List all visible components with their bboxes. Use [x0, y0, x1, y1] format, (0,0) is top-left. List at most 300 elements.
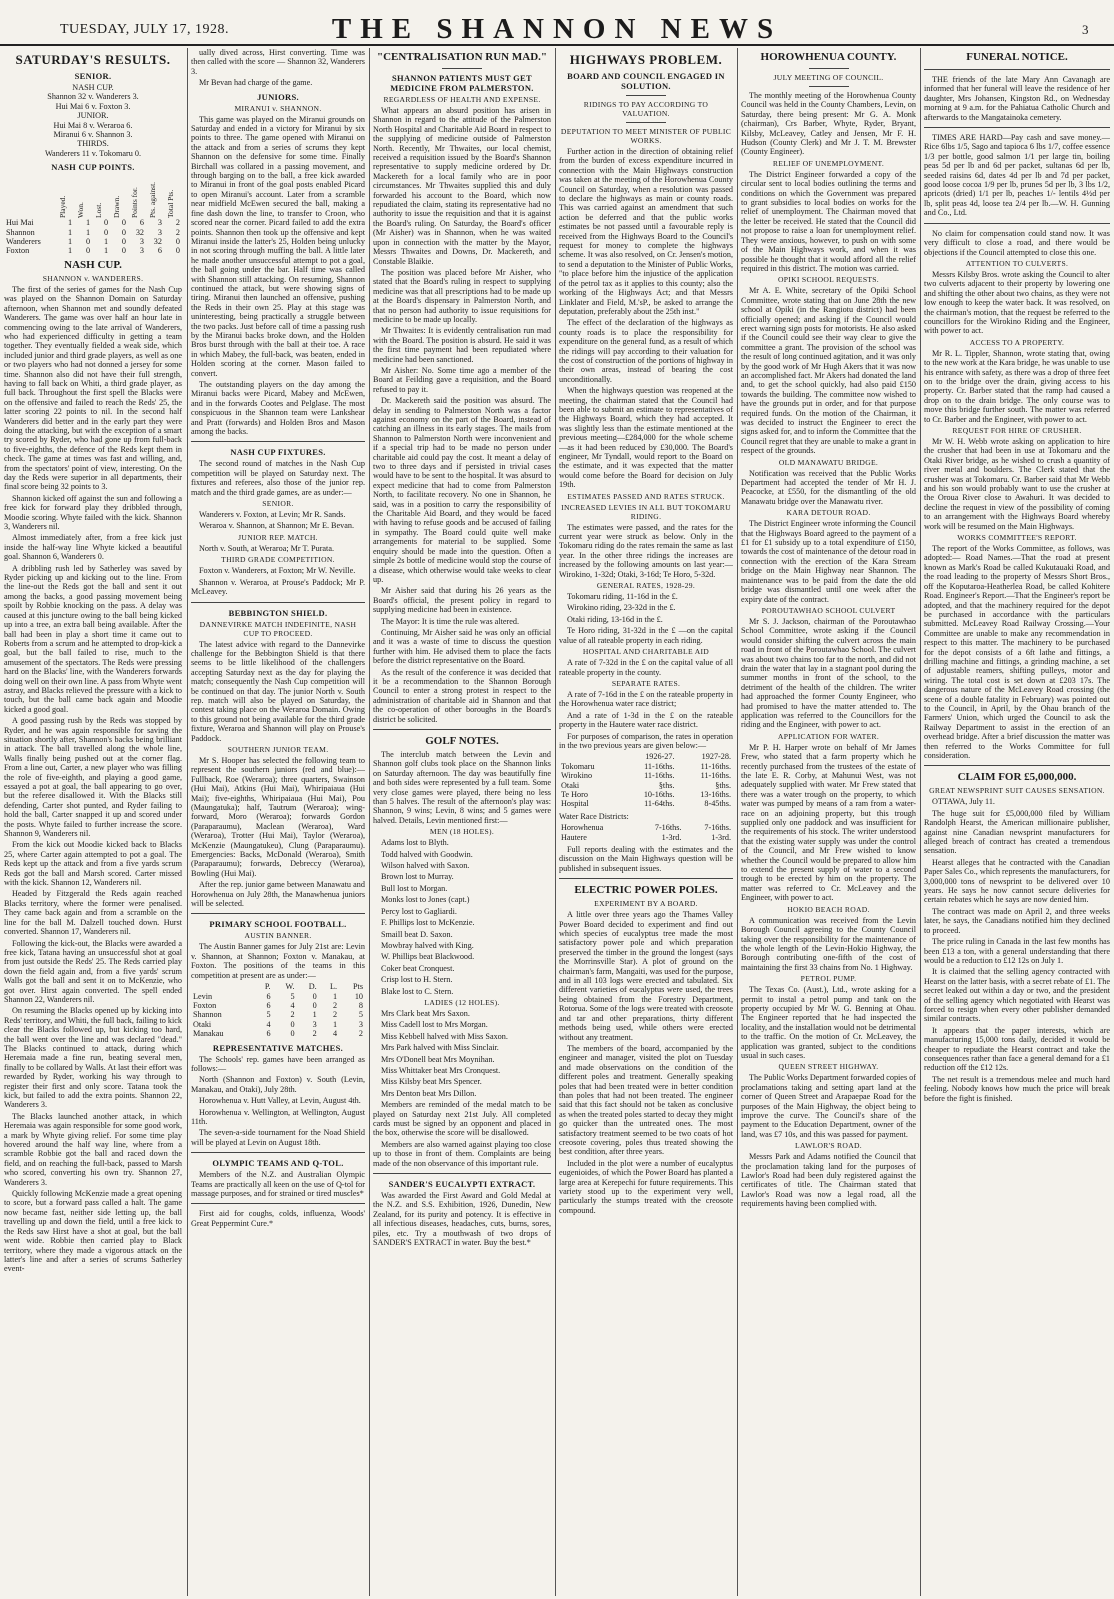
- table-cell: 0: [290, 1019, 295, 1029]
- poles-subheading: EXPERIMENT BY A BOARD.: [594, 899, 698, 909]
- section-heading: LAWLOR'S ROAD.: [795, 1141, 862, 1151]
- paragraph: The Blacks launched another attack, in which Heremaia was again responsible for some good work, a mark by Whyte giving relief. For some time play hovered around the half way line, where from a scramble Robbie got the ball and raced down the field, and on reaching the full-back, passed to Marsh who scored, converting his own try. Shannon 27, Wanderers 3.: [4, 1111, 182, 1187]
- result-line: Miss Whittaker beat Mrs Cronquest.: [381, 1065, 501, 1075]
- match-heading: NASH CUP.: [64, 258, 122, 271]
- rate-line: Tokomaru riding, 11-16d in the £.: [567, 592, 678, 602]
- table-cell: 1: [312, 1010, 317, 1020]
- section-text: Messrs Kilsby Bros. wrote asking the Council to alter two culverts adjacent to their property by lowering one and shifting the other about two chains, as they were not low enough to keep the water back. It was resolved, on the chairman's motion, that the request be referred to the councillors for the Wirokino Riding and the Engineer, with power to act.: [924, 269, 1110, 336]
- section-text: The Public Works Department forwarded copies of proclamations taking and setting apart land at the corner of Queen Street and Arapaepae Road for the purposes of the Main Highway, the object being to improve the curve. The Council's share of the payment to the Education Department, owner of the land, was £7 10s, and this was passed for payment.: [741, 1073, 916, 1139]
- table-cell: 5: [358, 1010, 363, 1020]
- result-line: Wilson halved with Saxon.: [381, 861, 470, 871]
- table-cell: Horowhenua: [561, 823, 604, 833]
- council-sections-continued: [924, 259, 1110, 761]
- table-header-cell: [191, 982, 255, 991]
- woods-advert: First aid for coughs, colds, influenza, Woods' Great Peppermint Cure.*: [191, 1209, 365, 1228]
- column-rule: [187, 48, 188, 1596]
- table-header-cell: Pts: [352, 982, 363, 992]
- article-subheading: SHANNON PATIENTS MUST GET MEDICINE FROM PALMERSTON.: [390, 73, 534, 93]
- table-row: [559, 799, 733, 808]
- issue-date: TUESDAY, JULY 17, 1928.: [60, 22, 230, 37]
- section-heading: KARA DETOUR ROAD.: [786, 508, 871, 518]
- primary-heading: PRIMARY SCHOOL FOOTBALL.: [209, 919, 347, 930]
- column-rule: [920, 48, 921, 1596]
- paragraph: It appears that the paper interests, which are manufacturing 15,000 tons daily, decided it would be cheaper to repudiate the Hearst contract and take the consequences rather than face a general demand for a £1 reduction off the £12 12s.: [924, 1025, 1110, 1073]
- table-cell: 6: [266, 991, 271, 1001]
- result-line: Smaill beat D. Saxon.: [381, 929, 453, 939]
- table-cell: 1: [67, 227, 73, 237]
- paragraph: Hearst alleges that he contracted with the Canadian Paper Sales Co., which represents the manufacturers, for 3,000,000 tons of newsprint to be delivered over 10 years. He says he now cannot secure deliveries for certain rebates which he says are now denied him.: [924, 857, 1110, 905]
- funeral-notice: THE friends of the late Mary Ann Cavanagh are informed that her funeral will leave the residence of her daughter, Mrs Johansen, Kingston Rd., on Wednesday morning at 9 a.m. for the Pahiatua Catholic Church and afterwards to the Mangatainoka cemetery.: [924, 75, 1110, 122]
- section-heading: WORKS COMMITTEE'S REPORT.: [957, 533, 1077, 543]
- page-number: 3: [1082, 22, 1089, 37]
- masthead: [0, 0, 1114, 46]
- table-cell: Hui Mai: [6, 218, 34, 228]
- table-row: [559, 823, 733, 832]
- table-cell: Te Horo: [561, 789, 588, 799]
- table-cell: 3: [139, 237, 144, 247]
- result-line: Crisp lost to H. Stern.: [381, 975, 453, 985]
- table-row: [191, 1020, 365, 1029]
- column-rule: [369, 48, 370, 1596]
- paragraph: This game was played on the Miranui grounds on Saturday and ended in a victory for Miranui by six points to three. The game opened with Miranui on the attack and from a series of scrums they kept Shannon on the defensive for some time. Finally Birchall was collared in a passing movement, and through barging on to the ball, a free kick awarded to Miranui in front of the goal posts enabled Picard to open Miranui's account. Later from a scramble near midfield McEwen secured the ball, making a fine dash down the line, to transfer to Croon, who scored near the corner. Picard failed to add the extra points. Shannon then took up the offensive and kept Miranui inside the latter's 25, Holden being unlucky in not scoring through muffing the ball. A little later he made another unsuccessful attempt to pot a goal, the ball going under the bar. Half time was called with Shannon still attacking. On resuming, Shannon continued the attack, but were showing signs of tiring. Miranui then launched an offensive, pushing the Reds in their own 25. Play at this stage was uninteresting, being practically a struggle between the two packs. Just before call of time a passing rush by the Miranui backs broke down, and the Holden Bros burst through with the ball at their toe. A race in which Mabey, the full-back, was beaten, ended in Holden scoring at the corner. Mason failed to convert.: [191, 114, 365, 378]
- paragraph: The Schools' rep. games have been arranged as follows:—: [191, 1054, 365, 1073]
- article-subheading-2: RIDINGS TO PAY ACCORDING TO VALUATION.: [583, 100, 709, 118]
- council-sections: [741, 159, 916, 1209]
- rate-line: Otaki riding, 13-16d in the £.: [567, 614, 663, 624]
- paragraph: Further action in the direction of obtaining relief from the burden of excess expenditure incurred in connection with the Main Highways construction was taken at the meeting of the Horowhenua County Council on Saturday, when a resolution was passed to declare the highways as main or county roads. This was carried against an amendment that such action be deferred and that the public works estimates be not passed until a favourable reply is received from the Highways Board to the Council's request for money to complete the highways scheme. It was also resolved, on Cr. Jensen's motion, to send a deputation to the Minister of Public Works, "to place before him the injustice of the application of the petrol tax as it applies to this county; also the working of the Highways Act; and that Messrs Linklater and Field, M.'sP., be asked to arrange the deputation, preferably about the 25th inst.": [559, 147, 733, 316]
- paragraph: On resuming the Blacks opened up by kicking into Reds' territory, and Whiti, the full back, failing to kick clear the Blacks followed up, but kicking too hard, the ball went over the line and was declared "dead." The Blacks continued to attack, during which Heremaia made a fine run, beating several men, finally to be collared by Walls. At last their effort was rewarded by Ryder, working his way through to register their first and only score. Tatana took the kick, but failed to add the extra points. Shannon 22, Wanderers 3.: [4, 1006, 182, 1110]
- section-heading: ACCESS TO A PROPERTY.: [969, 337, 1065, 347]
- austin-heading: AUSTIN BANNER.: [244, 931, 312, 941]
- water-race-rows: [559, 823, 733, 842]
- table-cell: 11-16ths.: [700, 771, 731, 781]
- paragraph: The members of the board, accompanied by the engineer and manager, visited the plot on Tuesday and made observations on the condition of the different poles and treatment. Generally speaking poles that had been treated were in better condition than poles that had not been treated. The engineer said that this fact should not be taken as conclusive as when the treated poles started to decay they might go quicker than the untreated ones. The most satisfactory treatment seemed to be two coats of hot creosote covering, poles thus treated showing the best condition, after three years.: [559, 1043, 733, 1157]
- paragraph: Continuing, Mr Aisher said he was only an official and it was a waste of time to discuss the question further with him. He advised them to place the facts before the district representative on the Board.: [373, 627, 551, 666]
- result-line: Mowbray halved with King.: [381, 940, 474, 950]
- table-cell: 0: [121, 246, 127, 256]
- section-heading: HOKIO BEACH ROAD.: [787, 904, 870, 914]
- result-line: F. Phillips lost to McKenzie.: [381, 918, 475, 928]
- column-sport-results: [4, 48, 182, 1596]
- water-race-label: Water Race Districts:: [559, 811, 629, 821]
- ladies-results: [373, 1009, 551, 1098]
- points-col-header: Total Pts.: [165, 190, 175, 219]
- juniors-report: [191, 115, 365, 437]
- paragraph: The effect of the declaration of the highways as county roads is to place the responsibility for expenditure on the general fund, as a result of which the ridings will pay according to their valuation for the cost of construction of the portions of highway in their own areas, instead of bearing the cost unconditionally.: [559, 318, 733, 384]
- paragraph: What appears an absurd position has arisen in Shannon in regard to the attitude of the Palmerston North Hospital and Charitable Aid Board in respect to the supplying of medicine outside of Palmerston North. Recently, Mr Thwaites, our local chemist, received a requisition issued by the Board's Shannon representative to supply medicine ordered by Dr. Mackereth for a local family who are in poor circumstances. Mr Thwaites supplied this and duly forwarded his account to the Board, which now repudiated the claim, stating its representative had no authority to issue the requisition and that it is against the Board's ruling. On Saturday, the Board's officer (Mr Aisher) was in Shannon, when he was waited upon in connection with the matter by the Mayor, Messrs Thwaites and Downs, Dr. Mackereth, and Constable Blaikie.: [373, 106, 551, 266]
- divider: [191, 1152, 365, 1153]
- table-cell: 1: [67, 246, 73, 256]
- points-table: [4, 174, 182, 256]
- result-line: JUNIOR.: [77, 111, 109, 121]
- rates-table: [559, 752, 733, 808]
- table-header-cell: [559, 752, 620, 761]
- table-cell: Shannon: [6, 227, 35, 237]
- estimates-heading: ESTIMATES PASSED AND RATES STRUCK.: [567, 491, 725, 501]
- general-rates-heading: GENERAL RATES, 1928-29.: [596, 581, 696, 591]
- table-cell: 0: [175, 246, 180, 256]
- table-cell: 0: [175, 237, 180, 247]
- table-cell: 6: [139, 218, 144, 228]
- general-rates-list: [559, 592, 733, 645]
- table-row: [559, 771, 733, 780]
- divider: [924, 223, 1110, 224]
- table-header-cell: 1927-28.: [701, 752, 731, 762]
- sanders-advert: Was awarded the First Award and Gold Medal at the N.Z. and S.S. Exhibition, 1926, Dunedin, New Zealand, for its purity and potency. It is effective in all infectious diseases, headaches, cuts, burns, sores, piles, etc. Try a mouthwash of two drops of SANDER'S EXTRACT in water. Buy the best.*: [373, 1191, 551, 1248]
- table-cell: 32: [135, 227, 144, 237]
- article-subheading-3: DEPUTATION TO MEET MINISTER OF PUBLIC WORKS.: [560, 127, 732, 145]
- table-cell: 10: [354, 991, 363, 1001]
- poles-body: [559, 910, 733, 1215]
- paragraph: A little over three years ago the Thames Valley Power Board decided to experiment and find out which species of eucalyptus tree made the most satisfactory power pole and which preparation preserved the timber in the ground the longest (says the Morrinsville Star). A plot of ground on the chairman's farm, Mangaiti, was used for the purpose, and in all 103 logs were erected and tabulated. Six different varieties of eucalyptus were used, the trees being obtained from the Forestry Department, Rotorua. Some of the logs were treated with creosote and tar and other preparations, thirty different methods being used, while others were erected without any treatment.: [559, 910, 733, 1042]
- section-heading: ATTENTION TO CULVERTS.: [965, 258, 1069, 268]
- nash-cup-label: NASH CUP.: [72, 83, 114, 92]
- section-text: Notification was received that the Public Works Department had accepted the tender of Mr H. J. Peacocke, at £550, for the dismantling of the old Manawatu bridge over the Manawatu river.: [741, 468, 916, 506]
- table-cell: 13-16ths.: [700, 789, 731, 799]
- paragraph: Quickly following McKenzie made a great opening to score, but a forward pass called a halt. The game now became fast, neither side letting up, the ball travelling up and down the field, until a free kick to the Reds saw Hirst have a shot at goal, but the ball went wide. Robbie then carried play to Black territory, where they made a vigorous attack on the latter's line and after a series of scrums Satherley event-: [4, 1189, 182, 1274]
- table-cell: 0: [121, 237, 127, 247]
- paragraph: The estimates were passed, and the rates for the current year were struck as below. Only in the Tokomaru riding do the rates remain the same as last year. In the other three ridings the increases are increased by the following amounts on last year:—Wirokino, 1-32d; Otaki, 3-16d; Te Horo, 5-32d.: [559, 522, 733, 579]
- table-cell: 3: [358, 1019, 363, 1029]
- section-text: The report of the Works Committee, as follows, was adopted:— Road Names.—That the road at present known as Mark's Road be called Kukutauaki Road, and the road leading to the property of Messrs Short Bros., off the Koputaroa-Heatherlea Road, be called Kohitere Road. Engineer's Report.—That the Engineer's report be adopted, and that the machinery required for the depot be purchased in accordance with the particulars submitted. McLeavey Road Railway Crossing.—Your Committee are unable to make any recommendation in respect to this matter. The machinery to be purchased for the depot consists of a 6ft lathe and fittings, a drilling machine and fittings, a grinding machine, a set of adjustable reamers, shifting pulleys, motor and wiring. The total cost is set down at £203 17s. The dangerous nature of the McLeavey Road crossing (the scene of a double fatality in February) was pointed out to the Council, in April, by the Ohau branch of the Farmers' Union, which urged the Council to ask the Railway Department to assist in the erection of an overhead bridge. After a brief discussion the matter was then referred to the Works Committee for full consideration.: [924, 544, 1110, 760]
- article-subheading: BOARD AND COUNCIL ENGAGED IN SOLUTION.: [567, 71, 725, 91]
- article-body: [373, 106, 551, 724]
- table-cell: 2: [333, 1010, 338, 1020]
- table-cell: 1: [333, 991, 338, 1001]
- table-cell: 7-16ths.: [704, 823, 731, 833]
- table-cell: Wanderers: [6, 237, 41, 247]
- rep-matches-list: [191, 1055, 365, 1148]
- table-cell: 1: [103, 237, 109, 247]
- paragraph: No claim for compensation could stand now. It was very difficult to close a road, and there would be objections if the Council attempted to close this one.: [924, 228, 1110, 257]
- senior-label: SENIOR.: [262, 499, 294, 509]
- paragraph: The outstanding players on the day among the Miranui backs were Picard, Mabey and McEwen, and in the forwards Cootes and Pelglase. The most conspicuous in the Shannon team were Lankshear and Pratt (forwards) and Holden Bros and Mason among the backs.: [191, 380, 365, 437]
- table-cell: 1: [85, 218, 91, 228]
- divider: [191, 913, 365, 914]
- result-line: Mrs Park halved with Miss Sinclair.: [381, 1043, 499, 1053]
- results-list: [4, 92, 182, 158]
- paragraph: As the result of the conference it was decided that it be a recommendation to the Shannon Borough Council to enter a strong protest in respect to the administration of charitable aid in Shannon and that the co-operation of other boroughs in the Board's district be solicited.: [373, 667, 551, 724]
- newspaper-title: THE SHANNON NEWS: [331, 13, 783, 45]
- claim-subheading: GREAT NEWSPRINT SUIT CAUSES SENSATION.: [929, 786, 1105, 796]
- rep-note: After the rep. junior game between Manawatu and Horowhenua on July 28th, the Manawhenua juniors will be selected.: [191, 880, 365, 909]
- results-heading: SATURDAY'S RESULTS.: [15, 52, 171, 67]
- points-heading: NASH CUP POINTS.: [51, 162, 135, 173]
- table-row: [559, 833, 733, 842]
- table-cell: Tokomaru: [561, 761, 595, 771]
- table-cell: 5: [266, 1010, 271, 1020]
- table-cell: Otaki: [561, 780, 580, 790]
- paragraph: The first of the series of games for the Nash Cup was played on the Shannon Domain on Saturday afternoon, when Shannon met and soundly defeated Wanderers. The game was over half an hour late in commencing owing to the late arrival of Wanderers, who had experienced difficulty in getting a team together. They eventually fielded a weak side, which included junior and third grade players, as well as one or two players who had not donned a jersey for some time. Shannon also did not have their full strength, having to fall back on Whiti, a third grade player, as full back. Throughout the first spell the Blacks were on the offensive and failed to reach the Reds' 25, the latter scoring 22 points to nil. In the second half Wanderers did better and in the early part they were doing the attacking, but with the exception of a smart try scored by Ryder, who had gone up from full-back to five-eighths, the defence of the Reds kept them in check. The game at times was fast and willing, and, from the spectators' point of view, interesting. On the day the Reds were superior in all departments, their final score being 32 points to 3.: [4, 284, 182, 492]
- result-line: Mrs Clark beat Mrs Saxon.: [381, 1008, 470, 1018]
- paragraph: Members are also warned against playing too close up to those in front of them. Complaints are being made of the non observance of this important rule.: [373, 1139, 551, 1168]
- divider: [191, 602, 365, 603]
- table-row: [559, 781, 733, 790]
- table-row: [191, 1010, 365, 1019]
- paragraph: Included in the plot were a number of eucalyptus eugenioides, of which the Power Board has planted a large area at Kerepechi for future requirements. This variety stood up to the experiment very well, particularly the stumps treated with the creosote compound.: [559, 1158, 733, 1215]
- paragraph: And a rate of 1-3d in the £ on the rateable property in the Hautere water race district.: [559, 710, 733, 730]
- table-cell: 0: [121, 218, 127, 228]
- divider: [559, 878, 733, 879]
- table-cell: §ths.: [658, 780, 675, 790]
- result-line: Miss Kilsby beat Mrs Spencer.: [381, 1077, 482, 1087]
- fixtures-heading: NASH CUP FIXTURES.: [230, 447, 326, 458]
- section-text: Mr P. H. Harper wrote on behalf of Mr James Frew, who stated that a farm property which he recently purchased from the trustees of the estate of the late E. R. Corby, at Mahunui West, was not adequately supplied with water. Mr Frew stated that there was a water trough on the property, to which water was pumped by means of a ram from a water-race on an adjoining property, but this trough supplied only one paddock and was insufficient for the requirements of his stock. The writer understood that the existing water supply was under the control of the Council, and Mr Frew wished to know whether the Council would be prepared to allow him to extend the present supply of water to a second trough to be erected by him on the property. The matter was referred to Cr. McLeavey and the Engineer, with power to act.: [741, 742, 916, 903]
- table-cell: 10-16ths.: [643, 789, 675, 799]
- men-heading: MEN (18 HOLES).: [429, 827, 495, 837]
- result-line: Miranui 6 v. Shannon 3.: [53, 130, 133, 140]
- paragraph: Mr Aisher said that during his 26 years as the Board's official, the present policy in regard to supplying medicine had been in existence.: [373, 586, 551, 615]
- table-cell: Hautere: [561, 832, 587, 842]
- table-row: [191, 1001, 365, 1010]
- table-cell: 7-16ths.: [654, 823, 682, 833]
- points-col-header: Drawn.: [112, 195, 122, 219]
- result-line: Coker beat Cronquest.: [381, 963, 455, 973]
- article-heading: HOROWHENUA COUNTY.: [760, 51, 897, 63]
- section-heading: QUEEN STREET HIGHWAY.: [778, 1062, 879, 1072]
- fixture-line: Wanderers v. Foxton, at Levin; Mr R. Sands.: [199, 510, 346, 520]
- fixture-line: Foxton v. Wanderers, at Foxton; Mr W. Neville.: [199, 566, 356, 576]
- poles-heading: ELECTRIC POWER POLES.: [574, 884, 718, 897]
- water-race-table: [559, 823, 733, 842]
- table-cell: 2: [175, 218, 180, 228]
- junior-rep-text: North v. South, at Weraroa; Mr T. Purata.: [199, 543, 335, 553]
- table-cell: 0: [290, 1029, 295, 1039]
- result-line: Brown lost to Murray.: [381, 872, 454, 882]
- table-cell: 3: [157, 227, 162, 237]
- table-cell: 1: [333, 1019, 338, 1029]
- bebbington-report: [191, 640, 365, 743]
- table-cell: 11-16ths.: [644, 761, 675, 771]
- points-col-header: Pts. against.: [148, 182, 157, 219]
- table-cell: 4: [290, 1000, 295, 1010]
- table-cell: 1: [67, 218, 73, 228]
- rates-tail: Full reports dealing with the estimates and the discussion on the Main Highways question will be published in subsequent issues.: [559, 845, 733, 873]
- paragraph: The interclub match between the Levin and Shannon golf clubs took place on the Shannon links on Saturday afternoon. The day was beautifully fine and both sides were represented by a full team. Some very close games were played, there being no less than 5 halves. The result of the afternoon's play was: Shannon, 9 wins; Levin, 8 wins; and 5 games were halved. Details, Levin mentioned first:—: [373, 750, 551, 825]
- result-line: Monks lost to Jones (capt.): [381, 895, 470, 905]
- paragraph: Shannon kicked off against the sun and following a free kick for forward play they dribbled through, Moodie scoring. Whyte failed with the kick. Shannon 3, Wanderers nil.: [4, 493, 182, 532]
- paragraph: The latest advice with regard to the Dannevirke challenge for the Bebbington Shield is that there seems to be little likelihood of the challengers accepting Saturday next as the day for playing the match; consequently the Nash Cup competition will be continued on that day. The junior North v. South rep. match will also be played on Saturday, the contest taking place on the Weraroa Domain. Owing to this ground not being available for the third grade fixture, Weraroa and Shannon will play on Prouse's Paddock.: [191, 639, 365, 743]
- table-header-cell: D.: [308, 982, 317, 992]
- juniors-subheading: MIRANUI v. SHANNON.: [234, 103, 322, 113]
- divider: [924, 127, 1110, 128]
- paragraph: Mr Bevan had charge of the game.: [199, 78, 313, 88]
- section-text: A communication was received from the Levin Borough Council agreeing to the County Council taking over the responsibility for the maintenance of the whole length of the Levin-Hokio Highway, the Borough contributing one-fifth of the cost of maintaining the first 33 chains from No. 1 Highway.: [741, 915, 916, 972]
- table-cell: 1: [103, 246, 109, 256]
- levies-body: [559, 523, 733, 579]
- paragraph: OTTAWA, July 11.: [932, 797, 995, 807]
- points-col-header: Lost.: [94, 203, 104, 219]
- table-cell: 2: [175, 227, 180, 237]
- divider: [191, 441, 365, 442]
- levies-heading: INCREASED LEVIES IN ALL BUT TOKOMARU RIDING.: [561, 502, 731, 521]
- southern-heading: SOUTHERN JUNIOR TEAM.: [227, 744, 329, 754]
- fixture-line: Shannon v. Weraroa, at Prouse's Paddock; Mr P. McLeavey.: [191, 577, 365, 597]
- table-cell: 4: [266, 1019, 271, 1029]
- men-results: [373, 838, 551, 996]
- rep-matches-heading: REPRESENTATIVE MATCHES.: [212, 1042, 344, 1053]
- section-text: The District Engineer forwarded a copy of the circular sent to local bodies outlining the terms and conditions on which the Government was prepared to grant subsidies to local bodies on works for the relief of unemployment. The Chairman moved that the letter be received. He stated that the Council did not propose to raise a loan for unemployment relief. They were anxious, however, to push on with some of the Main Highways work, and when it was possible he thought that it would afford all the relief required in this district. The motion was carried.: [741, 169, 916, 273]
- paragraph: A dribbling rush led by Satherley was saved by Ryder picking up and kicking out to the line. From the line-out the Reds got the ball and sent it out among the backs, a good passing movement being spoilt by Robbie knocking on the pass. A delay was caused at this juncture owing to the ball being kicked up into a tree, an extra ball being available. After the ball had been in play a short time it came out to Roberts from a scrum and he attempted to drop-kick a goal, but the ball failed to rise, much to the amusement of the spectators. The Reds were pressing hard on the Blacks' line, with the Wanderers forwards doing well on their own line. A pass from Whyte went astray, and Blacks relieved the pressure with a kick to touch, but the ball came back again and Moodie kicked a good goal.: [4, 563, 182, 714]
- separate-rates-heading: SEPARATE RATES.: [611, 678, 681, 688]
- table-cell: Shannon: [193, 1010, 222, 1020]
- article-body: [559, 147, 733, 490]
- table-row: [191, 1029, 365, 1038]
- paragraph: For purposes of comparison, the rates in operation in the two previous years are given below:—: [559, 731, 733, 750]
- column-rule: [555, 48, 556, 1596]
- rates-header-row: [559, 752, 733, 761]
- fixture-line: Weraroa v. Shannon, at Shannon; Mr E. Bevan.: [199, 521, 355, 531]
- table-cell: Levin: [193, 991, 213, 1001]
- table-cell: Foxton: [193, 1000, 217, 1010]
- table-row: [4, 218, 182, 227]
- table-cell: 3: [157, 218, 162, 228]
- table-cell: 8-45ths.: [704, 799, 731, 809]
- claim-heading: CLAIM FOR £5,000,000.: [957, 771, 1077, 784]
- result-line: Wanderers 11 v. Tokomaru 0.: [44, 148, 141, 158]
- table-cell: 0: [103, 227, 109, 237]
- table-cell: 0: [85, 246, 91, 256]
- fixtures-intro: The second round of matches in the Nash Cup competition will be played on Saturday next. The fixtures and referees, also those of the junior rep. match and the third grade games, are as under:—: [191, 459, 365, 497]
- paragraph: The net result is a tremendous melee and much hard feeling. Nobody knows how much the price will break before the fight is finished.: [924, 1074, 1110, 1103]
- meeting-intro: The monthly meeting of the Horowhenua County Council was held in the County Chambers, Levin, on Saturday, there being present: Mr G. A. Monk (chairman), Crs Barber, Whyte, Ryder, Bryant, Kilsby, McLeavey, Catley and Jensen, Mr F. H. Hudson (County Clerk) and Mr J. T. M. Brewster (County Engineer).: [741, 91, 916, 157]
- match-report: [4, 285, 182, 1274]
- table-cell: 5: [290, 991, 295, 1001]
- paragraph: The Mayor: It is time the rule was altered.: [381, 616, 520, 626]
- table-cell: 8: [358, 1000, 363, 1010]
- result-line: Percy lost to Gagliardi.: [381, 906, 457, 916]
- table-cell: 0: [103, 218, 109, 228]
- result-line: Miss Cadell lost to Mrs Morgan.: [381, 1020, 488, 1030]
- table-cell: 6: [266, 1029, 271, 1039]
- result-line: Hui Mai 8 v. Weraroa 6.: [53, 120, 133, 130]
- table-cell: 1: [67, 237, 73, 247]
- table-header-cell: 1926-27.: [645, 752, 675, 762]
- result-line: Miss Kebbell halved with Miss Saxon.: [381, 1031, 508, 1041]
- table-cell: 1-3rd.: [661, 832, 682, 842]
- senior-label: SENIOR.: [74, 71, 112, 81]
- third-grade-list: [191, 566, 365, 596]
- result-line: Mrs Denton beat Mrs Dillon.: [381, 1088, 477, 1098]
- table-row: [4, 228, 182, 237]
- result-line: Hui Mai 6 v. Foxton 3.: [55, 101, 131, 111]
- table-cell: Wirokino: [561, 771, 593, 781]
- juniors-heading: JUNIORS.: [257, 91, 299, 102]
- result-line: Blake lost to C. Stern.: [381, 986, 454, 996]
- section-heading: APPLICATION FOR WATER.: [777, 731, 880, 741]
- column-county-council: [741, 48, 916, 1596]
- paragraph: Horowhenua v. Wellington, at Wellington, August 11th.: [191, 1107, 365, 1126]
- divider: [191, 1203, 365, 1204]
- table-row: [191, 992, 365, 1001]
- funeral-heading: FUNERAL NOTICE.: [966, 51, 1068, 63]
- divider: [924, 69, 1110, 70]
- article-subheading-2: REGARDLESS OF HEALTH AND EXPENSE.: [383, 95, 541, 104]
- points-rows: [4, 218, 182, 256]
- divider: [373, 1173, 551, 1174]
- table-row: [4, 246, 182, 255]
- table-cell: 3: [312, 1019, 317, 1029]
- paragraph: The price ruling in Canada in the last few months has been £13 a ton, with a general understanding that there would be a reduction to £12 12s on July 1.: [924, 937, 1110, 965]
- table-row: [4, 237, 182, 246]
- paragraph: The seven-a-side tournament for the Noad Shield will be played at Levin on August 18th.: [191, 1128, 365, 1147]
- hospital-rate: A rate of 7-32d in the £ on the capital value of all rateable property in the county.: [559, 658, 733, 677]
- section-text: Mr R. L. Tippler, Shannon, wrote stating that, owing to the new work at the Kara bridge, he was unable to use his entrance with safety, as there was a drop of three feet on to the bridge over the drain, giving access to his property. Cr. Barber stated that the ramp had caused a drop on to the drain bridge. The only course was to move this bridge further south. The matter was referred to Cr. Barber and the Engineer, with power to act.: [924, 348, 1110, 424]
- sanders-heading: SANDER'S EUCALYPTI EXTRACT.: [388, 1179, 536, 1190]
- column-notices: [924, 48, 1110, 1596]
- table-header-cell: L.: [330, 982, 338, 992]
- result-line: Bull lost to Morgan.: [381, 883, 448, 893]
- bebbington-heading: BEBBINGTON SHIELD.: [228, 607, 328, 618]
- gunning-advert: TIMES ARE HARD—Pay cash and save money.—Rice 6lbs 1/5, Sago and tapioca 6 lbs 1/7, coffee essence 1/3 per bottle, good salmon 1/1 per large tin, boiling peas 5d per lb and 6d per packet, sultanas 6d per lb, seeded raisins 6d, dates 4d per lb and 7d per packet, good loose cocoa 1/9 per lb, prunes 5d per lb, 3 lbs 1/2, apricots (dried) 1/1 per lb, peaches 1/- lentils 4½d per lb, split peas 4d, loose tea 2/4 per lb.—W. H. Gunning and Co., Ltd.: [924, 133, 1110, 218]
- table-cell: 2: [333, 1000, 338, 1010]
- result-line: Mrs O'Donell beat Mrs Moynihan.: [381, 1054, 495, 1064]
- bebbington-subheading: DANNEVIRKE MATCH INDEFINITE, NASH CUP TO PROCEED.: [199, 619, 357, 638]
- hospital-heading: HOSPITAL AND CHARITABLE AID: [582, 647, 710, 657]
- golf-heading: GOLF NOTES.: [425, 735, 499, 747]
- divider: [924, 765, 1110, 766]
- rates-rows: [559, 762, 733, 809]
- table-cell: 6: [266, 1000, 271, 1010]
- points-col-header: Won.: [76, 202, 86, 219]
- result-line: THIRDS.: [77, 139, 109, 149]
- austin-table: [191, 982, 365, 1038]
- fixtures-list: [191, 510, 365, 531]
- paragraph: It is claimed that the selling agency contracted with Hearst on the latter basis, with a secret rebate of £1. The secret leaked out within a day or two, and the president of the selling agency which negotiated with Hearst was forced to resign when every other publisher demanded similar contracts.: [924, 967, 1110, 1024]
- table-cell: Foxton: [6, 246, 30, 256]
- table-cell: 2: [312, 1029, 317, 1039]
- match-report-continued: [191, 48, 365, 88]
- table-cell: 0: [312, 991, 317, 1001]
- section-heading: REQUEST FOR HIRE OF CRUSHER.: [952, 426, 1082, 435]
- table-cell: 11-64ths.: [644, 799, 675, 809]
- table-header-cell: W.: [285, 982, 295, 992]
- table-cell: 32: [153, 237, 162, 247]
- golf-body: [373, 750, 551, 825]
- golf-notes-tail: [373, 1100, 551, 1168]
- austin-header-row: [191, 982, 365, 991]
- table-cell: 2: [358, 1029, 363, 1039]
- section-text: The Texas Co. (Aust.), Ltd., wrote asking for a permit to instal a petrol pump and tank on the property occupied by Mr W. G. Benning at Ohau. The Engineer reported that he had inspected the locality, and the installation would not be detrimental to the traffic. On the motion of Cr. McLeavey, the application was granted, subject to the conditions usual in such cases.: [741, 985, 916, 1060]
- table-row: [559, 790, 733, 799]
- result-line: Todd halved with Goodwin.: [381, 849, 473, 859]
- section-text: Mr S. J. Jackson, chairman of the Poroutawhao School Committee, wrote asking if the Council would consider shifting the culvert across the main road in front of the Poroutawhao School. The culvert was about two chains too far to the north, and did not drain the water that lay in a stagnant pool during the summer months in front of the school, to the detriment of the health of the children. The writer had approached the former County Engineer, who had promised to have the matter attended to. The application was referred to the Councillors for the riding and the Engineer, with power to act.: [741, 616, 916, 730]
- austin-intro: The Austin Banner games for July 21st are: Levin v. Shannon, at Shannon; Foxton v. Manakau, at Foxton. The positions of the teams in this competition at present are as under:—: [191, 942, 365, 980]
- section-heading: OLD MANAWATU BRIDGE.: [778, 457, 879, 467]
- southern-team: Mr S. Hooper has selected the following team to represent the southern juniors (red and blue):—Fullback, Roe (Weraroa); three quarters, Swainson (Hui Mai), Atkins (Hui Mai), Whiripaiaua (Hui Mai); five-eighths, Whiripaiaua (Hui Mai), Pou (Maungatuka); half, Tautrum (Weraroa); wing-forward, Moro (Weraroa); forwards Gordon (Paraparaumu), Maclean (Weraroa), Ward (Weraroa), Trotter (Hui Mai), Taylor (Weraroa), McKenzie (Maungatukeu), Clung (Paraparaumu). Emergencies: Backs, McDonald (Weraroa), Smith (Paraparaumu); forwards, Debreccy (Weraroa), Bowling (Hui Mai).: [191, 755, 365, 878]
- claim-body: [924, 797, 1110, 1103]
- points-col-header: Played.: [58, 195, 68, 219]
- separate-rates-body: [559, 690, 733, 750]
- rate-line: Te Horo riding, 31-32d in the £ —on the capital value of all rateable property in each riding.: [559, 626, 733, 645]
- table-cell: 6: [157, 246, 162, 256]
- paragraph: A rate of 7-16d in the £ on the rateable property in the Horowhenua water race district;: [559, 689, 733, 709]
- table-cell: 11-16ths.: [700, 761, 731, 771]
- table-cell: 1-3rd.: [711, 832, 731, 842]
- paragraph: When the highways question was reopened at the meeting, the chairman stated that the Council had been able to submit an estimate to representatives of the Highways Board, which they had accepted. It was slightly less than the estimate mentioned at the previous meeting—£284,000 for the whole scheme—as it had been reduced by £30,000. The Board's engineer, Mr Tyndall, would report to the Board on the estimate, and it was expected that the matter would come before the Board for decision on July 19th.: [559, 386, 733, 490]
- section-heading: OPIKI SCHOOL REQUESTS.: [777, 275, 880, 285]
- section-text: The District Engineer wrote informing the Council that the Highways Board agreed to the payment of a £1 for £1 subsidy up to a total expenditure of £150, towards the cost of maintenance of the detour road in connection with the erection of the Kara Stream bridge on the Main Highway near Shannon. The maintenance was to be paid from the date the old bridge was dismantled until one week after the expiry date of the contract.: [741, 519, 916, 604]
- column-rule: [737, 48, 738, 1596]
- paragraph: ually dived across, Hirst converting. Time was then called with the score — Shannon 32, Wanderers 3.: [191, 48, 365, 76]
- table-cell: 2: [290, 1010, 295, 1020]
- article-subheading: JULY MEETING OF COUNCIL.: [773, 73, 884, 82]
- table-cell: 3: [139, 246, 144, 256]
- table-cell: 11-16ths.: [644, 771, 675, 781]
- paragraph: Mr Thwaites: It is evidently centralisation run mad with the Board. The position is absurd. He said it was the first time payment had been repudiated where medicine had been sanctioned.: [373, 326, 551, 364]
- council-continued: [924, 229, 1110, 257]
- paragraph: Mr Aisher: No. Some time ago a member of the Board at Feilding gave a requisition, and the Board refused to pay it.: [373, 365, 551, 394]
